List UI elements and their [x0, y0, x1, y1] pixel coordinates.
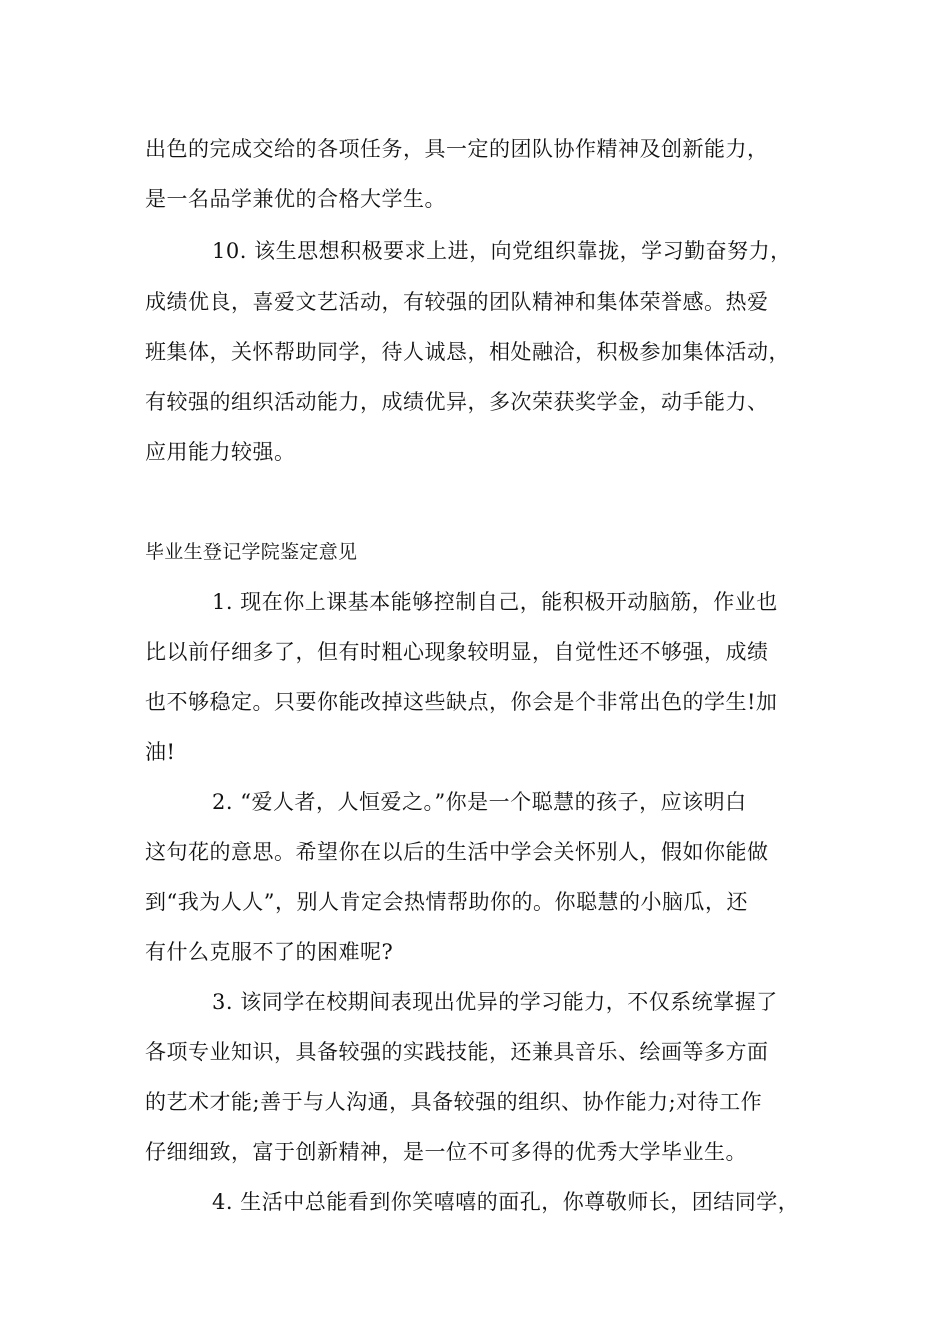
list-item-1-line: 也不够稳定。只要你能改掉这些缺点，你会是个非常出色的学生!加: [145, 690, 778, 714]
list-item-2-line: 2. “爱人者，人恒爱之。”你是一个聪慧的孩子，应该明白: [212, 790, 747, 814]
list-item-2-line: 到“我为人人”，别人肯定会热情帮助你的。你聪慧的小脑瓜，还: [145, 890, 748, 914]
list-item-10-line: 有较强的组织活动能力，成绩优异，多次荣获奖学金，动手能力、: [145, 390, 769, 414]
list-item-10-line: 10. 该生思想积极要求上进，向党组织靠拢，学习勤奋努力，: [212, 239, 792, 263]
list-item-10-line: 成绩优良，喜爱文艺活动，有较强的团队精神和集体荣誉感。热爱: [145, 290, 769, 314]
list-item-3-line: 3. 该同学在校期间表现出优异的学习能力，不仅系统掌握了: [212, 990, 778, 1014]
paragraph-line: 出色的完成交给的各项任务，具一定的团队协作精神及创新能力，: [145, 137, 769, 161]
list-item-1-line: 比以前仔细多了，但有时粗心现象较明显，自觉性还不够强，成绩: [145, 640, 769, 664]
list-item-4-line: 4. 生活中总能看到你笑嘻嘻的面孔，你尊敬师长，团结同学，: [212, 1190, 800, 1214]
list-item-10-line: 应用能力较强。: [145, 440, 296, 464]
list-item-3-line: 各项专业知识，具备较强的实践技能，还兼具音乐、绘画等多方面: [145, 1040, 769, 1064]
paragraph-line: 是一名品学兼优的合格大学生。: [145, 187, 446, 211]
section-heading: 毕业生登记学院鉴定意见: [145, 541, 358, 563]
list-item-10-line: 班集体，关怀帮助同学，待人诚恳，相处融洽，积极参加集体活动，: [145, 340, 790, 364]
list-item-3-line: 仔细细致，富于创新精神，是一位不可多得的优秀大学毕业生。: [145, 1140, 747, 1164]
list-item-2-line: 这句花的意思。希望你在以后的生活中学会关怀别人，假如你能做: [145, 840, 769, 864]
list-item-2-line: 有什么克服不了的困难呢?: [145, 940, 394, 964]
list-item-3-line: 的艺术才能;善于与人沟通，具备较强的组织、协作能力;对待工作: [145, 1090, 763, 1114]
list-item-1-line: 1. 现在你上课基本能够控制自己，能积极开动脑筋，作业也: [212, 590, 778, 614]
list-item-1-line: 油!: [145, 740, 176, 764]
